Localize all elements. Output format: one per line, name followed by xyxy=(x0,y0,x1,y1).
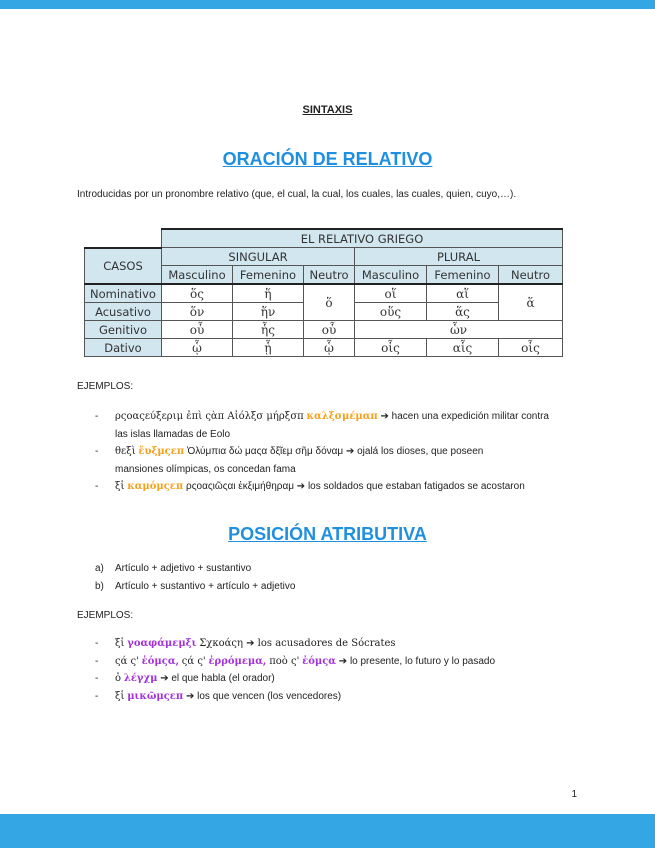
table-title: EL RELATIVO GRIEGO xyxy=(162,229,563,248)
table-cell: ᾗ xyxy=(233,339,304,357)
gender-header: Masculino xyxy=(162,266,233,285)
gender-header: Neutro xyxy=(304,266,355,285)
table-casos-header: CASOS xyxy=(85,248,162,285)
translation-continued: mansiones olímpicas, os concedan fama xyxy=(115,463,296,475)
examples-label-atributiva: EJEMPLOS: xyxy=(77,610,134,621)
table-cell: ἅ xyxy=(499,284,563,321)
rules-list-atributiva xyxy=(95,560,595,595)
gender-header: Neutro xyxy=(499,266,563,285)
list-dash: - xyxy=(95,690,99,702)
row-label-genitivo: Genitivo xyxy=(85,321,162,339)
heading-relativo: ORACIÓN DE RELATIVO xyxy=(222,149,433,169)
table-cell: ἥ xyxy=(233,284,304,303)
rule-text: Artículo + sustantivo + artículo + adjetivo xyxy=(115,580,296,592)
list-item xyxy=(95,408,595,443)
highlighted-word: ἐρρόμεμα, xyxy=(208,655,267,667)
table-cell: ἥν xyxy=(233,303,304,321)
table-cell: ὅ xyxy=(304,284,355,321)
table-cell: οὗ xyxy=(162,321,233,339)
table-singular-header: SINGULAR xyxy=(162,248,355,266)
row-label-dativo: Dativo xyxy=(85,339,162,357)
list-item xyxy=(95,443,595,478)
highlighted-word: ἐόμςα, xyxy=(141,655,180,667)
table-cell: οἷς xyxy=(355,339,427,357)
list-dash: - xyxy=(95,446,99,457)
page-number: 1 xyxy=(571,789,577,800)
table-cell: ἧς xyxy=(233,321,304,339)
table-cell: αἷς xyxy=(427,339,499,357)
list-item xyxy=(95,670,595,688)
intro-text: Introducidas por un pronombre relativo (que, el cual, la cual, los cuales, las cuales, quien, cuyo,…). xyxy=(77,189,517,200)
translation: ➔ lo presente, lo futuro y lo pasado xyxy=(338,655,496,667)
list-item xyxy=(95,560,595,578)
highlighted-word: καλξσμέμαπ xyxy=(306,411,378,422)
gender-header: Masculino xyxy=(355,266,427,285)
translation: Ὀλύμπια δώ μαςα δξῖεμ σῆμ δόναμ ➔ ojalá los dioses, que poseen xyxy=(186,446,484,457)
list-dash: - xyxy=(95,673,99,684)
greek-phrase: ρςοαςεύξεριμ ἐπὶ ςὰπ Αἰόλξσ μήρξσπ xyxy=(115,411,304,422)
gender-header: Femenino xyxy=(427,266,499,285)
list-item xyxy=(95,578,595,596)
top-accent-bar xyxy=(0,0,655,9)
relative-pronoun-table xyxy=(84,228,563,357)
list-item xyxy=(95,635,595,653)
greek-article: ξἱ xyxy=(115,638,125,649)
greek-article: ποὸ ς' xyxy=(269,655,300,667)
list-item xyxy=(95,478,595,496)
greek-phrase: θεξὶ xyxy=(115,446,136,457)
table-cell: ἅς xyxy=(427,303,499,321)
heading-atributiva: POSICIÓN ATRIBUTIVA xyxy=(228,524,427,544)
table-cell: οὗ xyxy=(304,321,355,339)
table-cell: οὕς xyxy=(355,303,427,321)
table-cell: ὧν xyxy=(355,321,563,339)
highlighted-word: ἐόμςα xyxy=(302,655,336,667)
translation: Σχκοάςη ➔ los acusadores de Sócrates xyxy=(199,638,396,649)
greek-article: ξἱ xyxy=(115,690,125,702)
translation: ρςοαςιῶςαι ἐκξιμήθηραμ ➔ los soldados que estaban fatigados se acostaron xyxy=(186,481,525,492)
greek-article: ὁ xyxy=(115,673,122,684)
list-item xyxy=(95,688,595,706)
examples-list-relativo xyxy=(95,408,595,496)
translation-continued: las islas llamadas de Eolo xyxy=(115,428,231,440)
table-plural-header: PLURAL xyxy=(355,248,563,266)
list-dash: - xyxy=(95,481,99,492)
table-cell: ᾧ xyxy=(162,339,233,357)
bottom-accent-bar xyxy=(0,814,655,848)
list-marker: a) xyxy=(95,563,104,574)
table-cell: ὅς xyxy=(162,284,233,303)
list-dash: - xyxy=(95,411,99,422)
table-cell: αἵ xyxy=(427,284,499,303)
highlighted-word: καμόμςεπ xyxy=(127,481,184,492)
greek-article: ςά ς' xyxy=(115,655,139,667)
highlighted-word: μικῶμςεπ xyxy=(127,690,184,702)
examples-label-relativo: EJEMPLOS: xyxy=(77,381,134,392)
greek-phrase: ξἱ xyxy=(115,481,125,492)
row-label-nominativo: Nominativo xyxy=(85,284,162,303)
translation: ➔ hacen una expedición militar contra xyxy=(380,411,549,422)
table-cell: οἵ xyxy=(355,284,427,303)
list-item xyxy=(95,653,595,671)
rule-text: Artículo + adjetivo + sustantivo xyxy=(115,563,252,574)
table-cell: ὅν xyxy=(162,303,233,321)
gender-header: Femenino xyxy=(233,266,304,285)
section-label: SINTAXIS xyxy=(302,104,353,116)
table-empty-corner xyxy=(85,229,162,248)
row-label-acusativo: Acusativo xyxy=(85,303,162,321)
list-dash: - xyxy=(95,638,99,649)
translation: ➔ el que habla (el orador) xyxy=(160,673,275,684)
list-marker: b) xyxy=(95,580,104,592)
highlighted-word: ἔυξμςεπ xyxy=(138,446,185,457)
greek-article: ςά ς' xyxy=(181,655,206,667)
table-cell: ᾧ xyxy=(304,339,355,357)
list-dash: - xyxy=(95,655,99,667)
highlighted-word: γοαφάμεμξι xyxy=(127,638,197,649)
table-cell: οἷς xyxy=(499,339,563,357)
examples-list-atributiva xyxy=(95,635,595,705)
highlighted-word: λέγχμ xyxy=(123,673,158,684)
translation: ➔ los que vencen (los vencedores) xyxy=(185,690,342,702)
